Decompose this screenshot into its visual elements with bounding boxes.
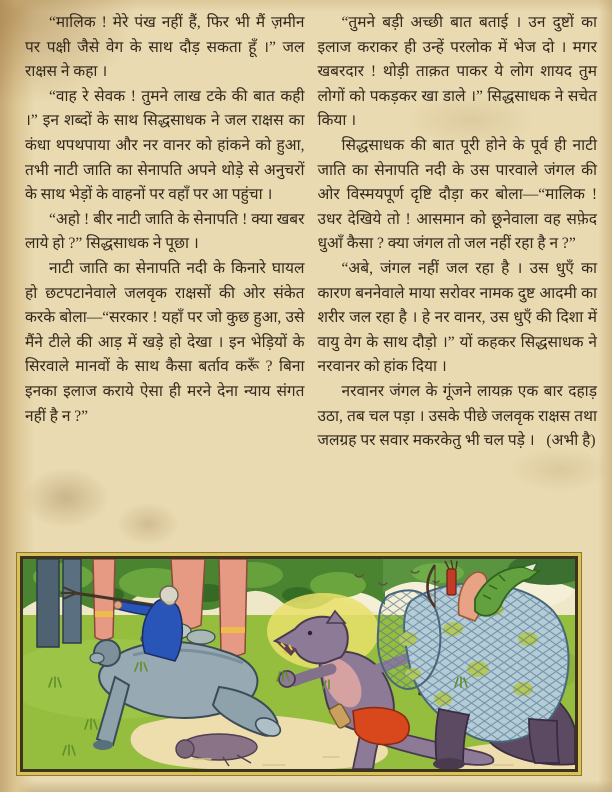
continuation-note: (अभी है) [546,432,596,450]
text-column-left [25,11,305,454]
beast-leg-rear [529,719,559,763]
illustration-canvas [23,559,575,769]
paragraph: “अहो ! बीर नाटी जाति के सेनापति ! क्या खबर लाये हो ?” सिद्धसाधक ने पूछा । [25,210,305,253]
paragraph-text: नरवानर जंगल के गूंजने लायक़ एक बार दहाड़ उठा, तब चल पड़ा । उसके पीछे जलवृक राक्षस तथा जलग्रह पर सवार मकरकेतु भी चल पड़े । [317,382,597,450]
rider-quiver [447,569,456,595]
trunk-band [95,611,113,617]
paragraph: नाटी जाति का सेनापति नदी के किनारे घायल हो छटपटानेवाले जलवृक राक्षसों की ओर संकेत करके बोला—“सरकार ! यहाँ पर जो कुछ हुआ, उसे मैंने टीले की आड़ में खड़े हो देखा । इन भेड़ियों के सिरवाले मानवों के साथ कैसा बर्ताव करूँ ? बिना इनका इलाज कराये ऐसा ही मरने देना न्याय संगत नहीं है न ?” [25,259,305,425]
paragraph: “तुमने बड़ी अच्छी बात बताई । उन दुष्टों का इलाज कराकर ही उन्हें परलोक में भेज दो । मगर खबरदार ! थोड़ी ताक़त पाकर ये लोग शायद तुम लोगों को पकड़कर खा डाले ।” सिद्धसाधक ने सचेत किया । [317,14,597,130]
story-illustration [20,556,578,772]
paragraph: “वाह रे सेवक ! तुमने लाख टके की बात कही ।” इन शब्दों के साथ सिद्धसाधक ने जल राक्षस का कंधा थपथपाया और नर वानर को हांकने को हुआ, तभी नाटी जाति का सेनापति अपने थोड़े से अनुचरों के साथ भेड़ों के वाहनों पर वहाँ पर आ पहुंचा । [25,87,305,204]
beast-leg-front [436,709,469,765]
paragraph: “मालिक ! मेरे पंख नहीं हैं, फिर भी मैं ज़मीन पर पक्षी जैसे वेग के साथ दौड़ सकता हूँ ।” जल राक्षस ने कहा । [25,14,305,81]
paragraph [318,380,598,454]
paragraph: “अबे, जंगल नहीं जल रहा है । उस धुएँ का कारण बननेवाले माया सरोवर नामक दुष्ट आदमी का शरीर जल रहा है । हे नर वानर, उस धुएँ की दिशा में वायु वेग के साथ दौड़ो ।” यों कहकर सिद्धसाधक ने नरवानर को हांक दिया । [317,259,597,376]
paragraph: सिद्धसाधक की बात पूरी होने के पूर्व ही नाटी जाति का सेनापति नदी के उस पारवाले जंगल की ओर विस्मयपूर्ण दृष्टि दौड़ा कर बोला—“मालिक ! उधर देखिये तो ! आसमान को छूनेवाला वह सफ़ेद धुआँ कैसा ? क्या जंगल तो जल नहीं रहा है न ?” [317,136,597,253]
trunk-band [221,627,245,633]
story-text [25,11,597,454]
text-column-right [318,11,598,454]
red-shorts [353,708,409,745]
